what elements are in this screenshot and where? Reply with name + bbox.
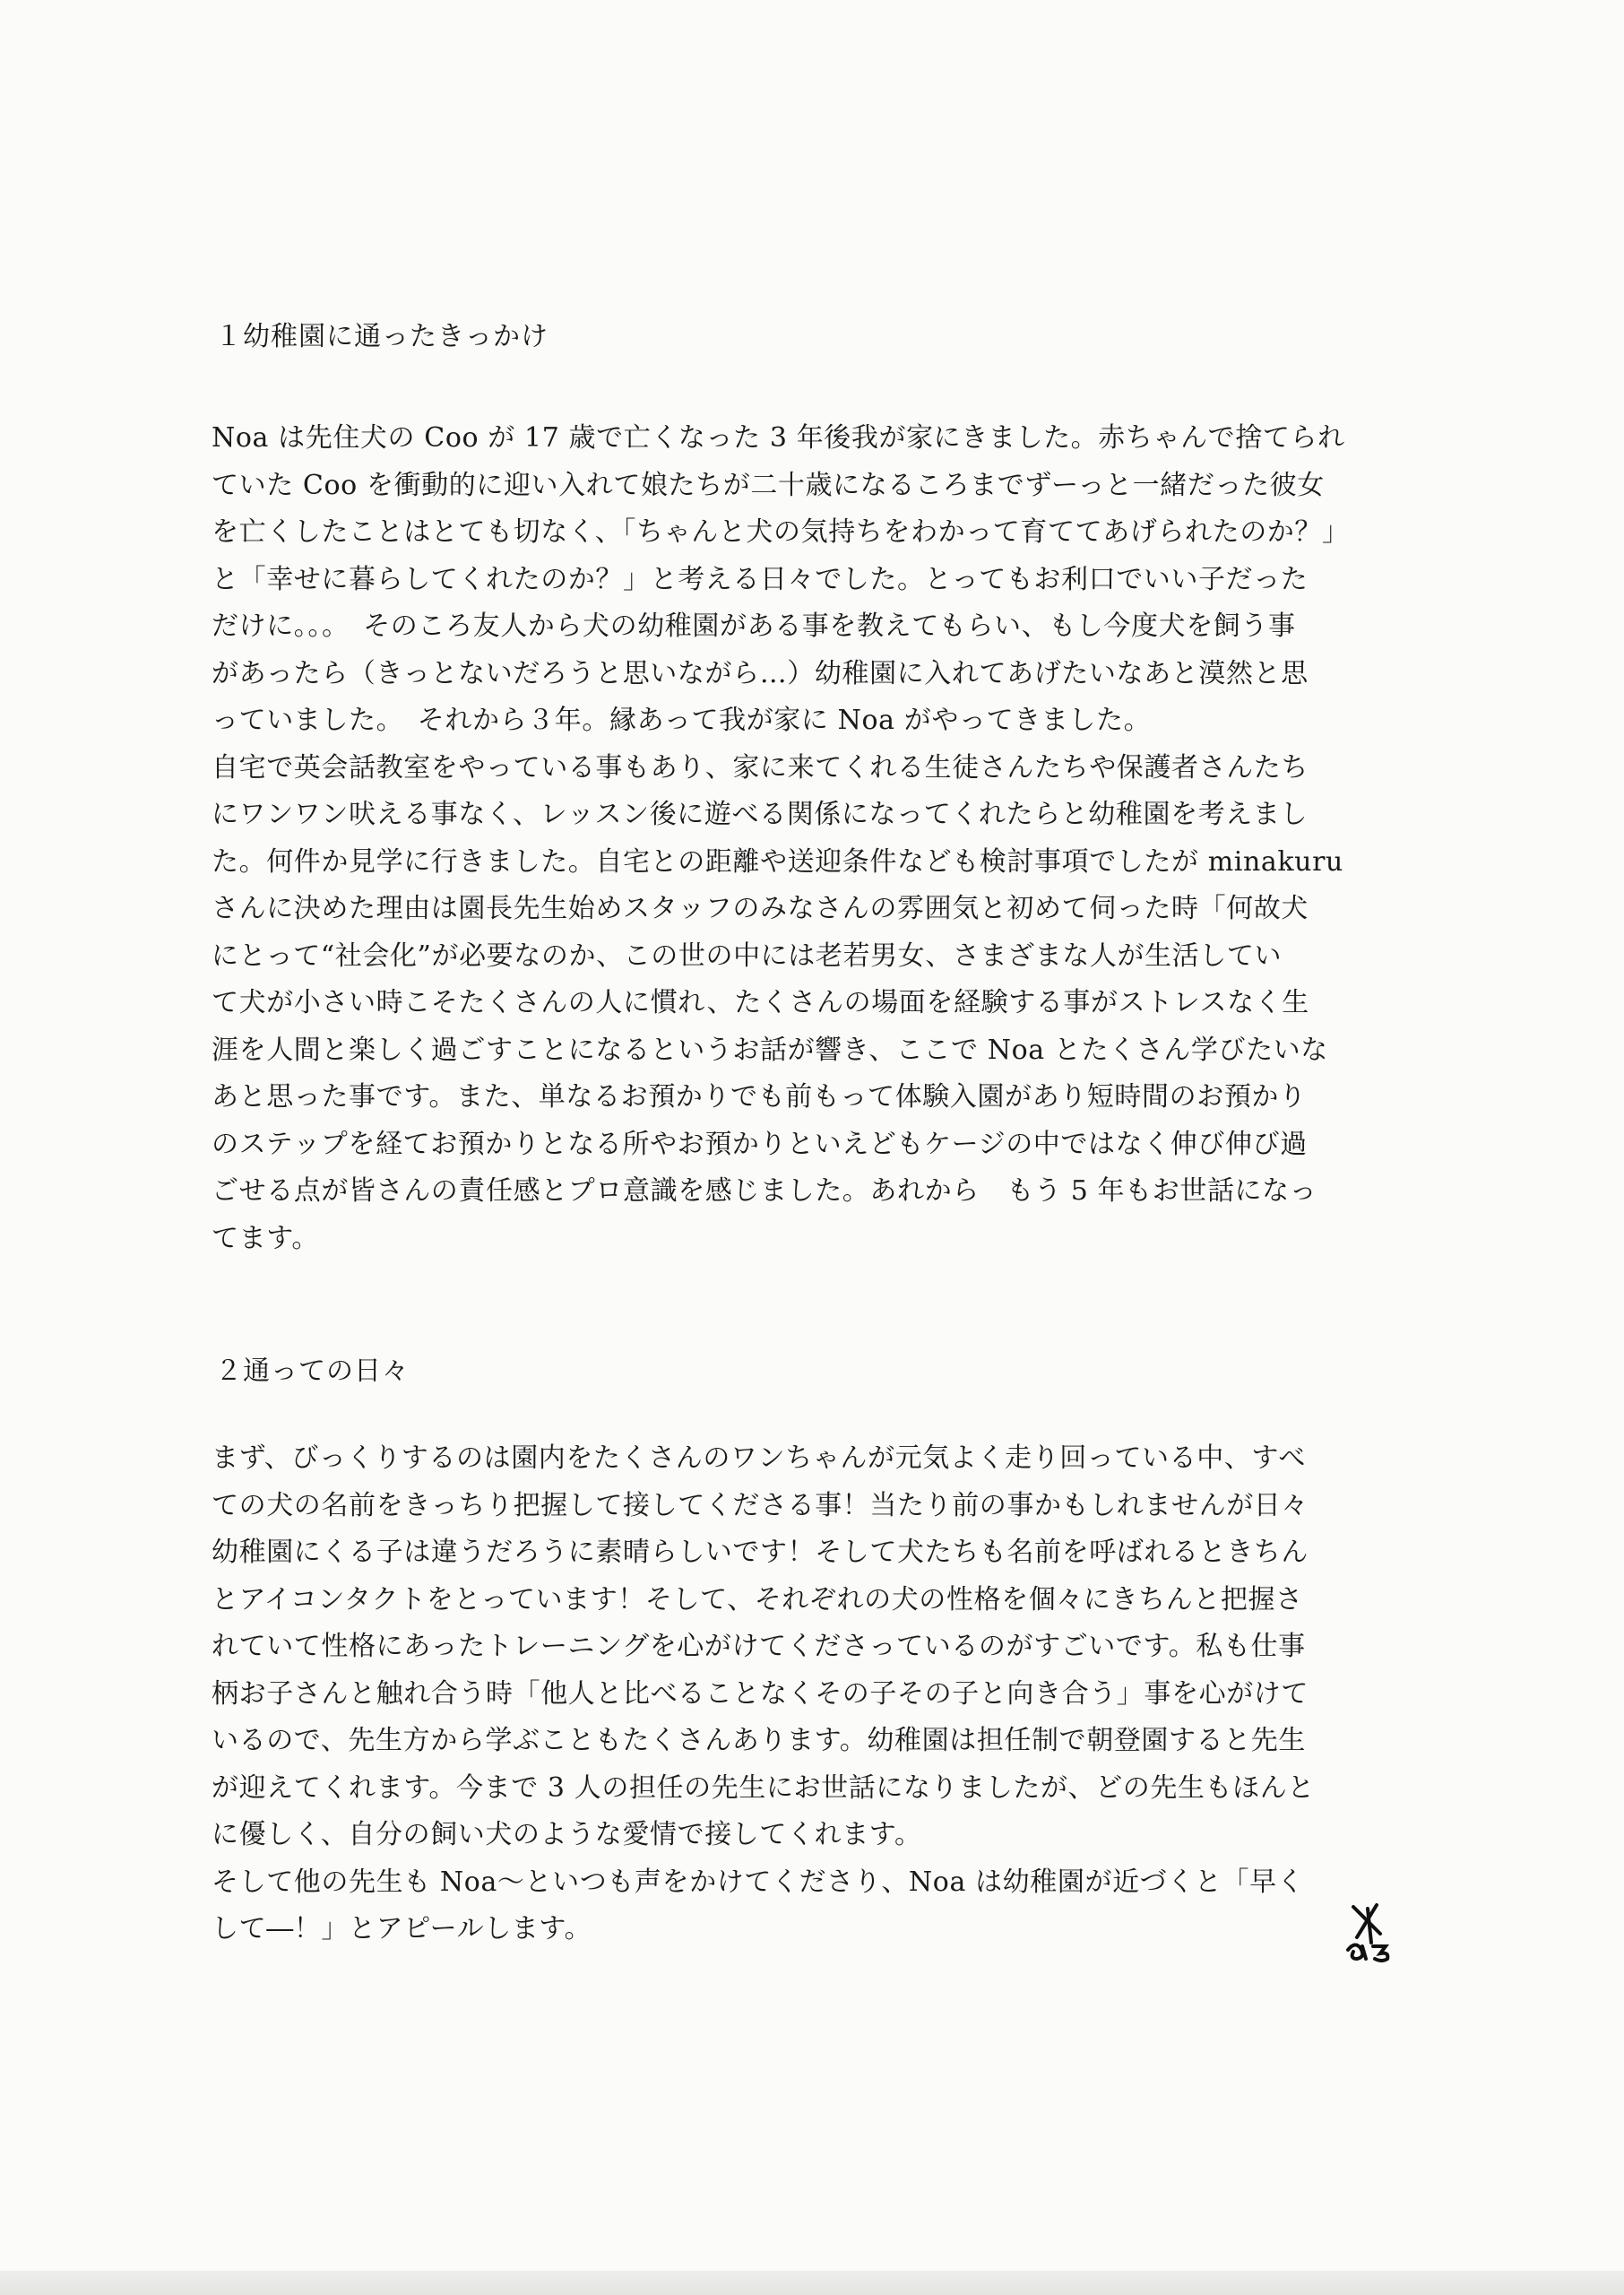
handwritten-annotation [1344,1901,1407,1964]
section-1-heading: １幼稚園に通ったきっかけ [215,321,549,352]
body-line: ていた Coo を衝動的に迎い入れて娘たちが二十歳になるころまでずーっと一緒だった彼女 [212,469,1325,501]
body-line: を亡くしたことはとても切なく、「ちゃんと犬の気持ちをわかって育ててあげられたのか？」 [212,516,1350,548]
body-line: いるので、先生方から学ぶこともたくさんあります。幼稚園は担任制で朝登園すると先生 [212,1725,1306,1756]
body-line: 柄お子さんと触れ合う時「他人と比べることなくその子その子と向き合う」事を心がけて [212,1677,1309,1710]
body-line: あと思った事です。また、単なるお預かりでも前もって体験入園があり短時間のお預かり [212,1081,1307,1113]
body-line: てます。 [212,1222,319,1254]
body-line: に優しく、自分の飼い犬のような愛情で接してくれます。 [212,1819,922,1850]
body-line: にとって“社会化”が必要なのか、この世の中には老若男女、さまざまな人が生活してい [212,940,1283,972]
body-line: して―！」とアピールします。 [212,1913,592,1944]
body-line: れていて性格にあったトレーニングを心がけてくださっているのがすごいです。私も仕事 [212,1631,1306,1662]
body-line: さんに決めた理由は園長先生始めスタッフのみなさんの雰囲気と初めて伺った時「何故犬 [212,893,1309,924]
body-line: とアイコンタクトをとっています！そして、それぞれの犬の性格を個々にきちんと把握さ [212,1583,1303,1615]
body-line: があったら（きっとないだろうと思いながら…）幼稚園に入れてあげたいなあと漠然と思 [212,657,1309,689]
body-line: のステップを経てお預かりとなる所やお預かりといえどもケージの中ではなく伸び伸び過 [212,1128,1308,1160]
body-line: が迎えてくれます。今まで 3 人の担任の先生にお世話になりましたが、どの先生もほんと [212,1771,1315,1804]
body-line: そして他の先生も Noa～といつも声をかけてくださり、Noa は幼稚園が近づくと「早く [212,1866,1305,1898]
body-line: ごせる点が皆さんの責任感とプロ意識を感じました。あれから もう 5 年もお世話になっ [212,1175,1317,1207]
body-line: にワンワン吠える事なく、レッスン後に遊べる関係になってくれたらと幼稚園を考えまし [212,799,1309,830]
section-1-body [212,415,1377,1262]
body-line: た。何件か見学に行きました。自宅との距離や送迎条件なども検討事項でしたが minakuru [212,845,1343,878]
body-line: 自宅で英会話教室をやっている事もあり、家に来てくれる生徒さんたちや保護者さんたち [212,751,1309,784]
scan-edge [0,2271,1624,2295]
section-2-heading: ２通っての日々 [215,1355,410,1387]
section-2-body [212,1435,1377,1953]
body-line: だけに。。。 そのころ友人から犬の幼稚園がある事を教えてもらい、もし今度犬を飼う事 [212,611,1296,642]
body-line: っていました。 それから３年。縁あって我が家に Noa がやってきました。 [212,705,1152,736]
body-line: ての犬の名前をきっちり把握して接してくださる事！当たり前の事かもしれませんが日々 [212,1489,1309,1521]
body-line: まず、びっくりするのは園内をたくさんのワンちゃんが元気よく走り回っている中、すべ [212,1442,1306,1474]
body-line: と「幸せに暮らしてくれたのか？」と考える日々でした。とってもお利口でいい子だった [212,563,1309,595]
body-line: 幼稚園にくる子は違うだろうに素晴らしいです！そして犬たちも名前を呼ばれるときちん [212,1537,1309,1568]
body-line: Noa は先住犬の Coo が 17 歳で亡くなった 3 年後我が家にきました。赤ちゃんで捨てられ [212,422,1345,454]
body-line: 涯を人間と楽しく過ごすことになるというお話が響き、ここで Noa とたくさん学びたいな [212,1034,1328,1066]
body-line: て犬が小さい時こそたくさんの人に慣れ、たくさんの場面を経験する事がストレスなく生 [212,987,1309,1018]
